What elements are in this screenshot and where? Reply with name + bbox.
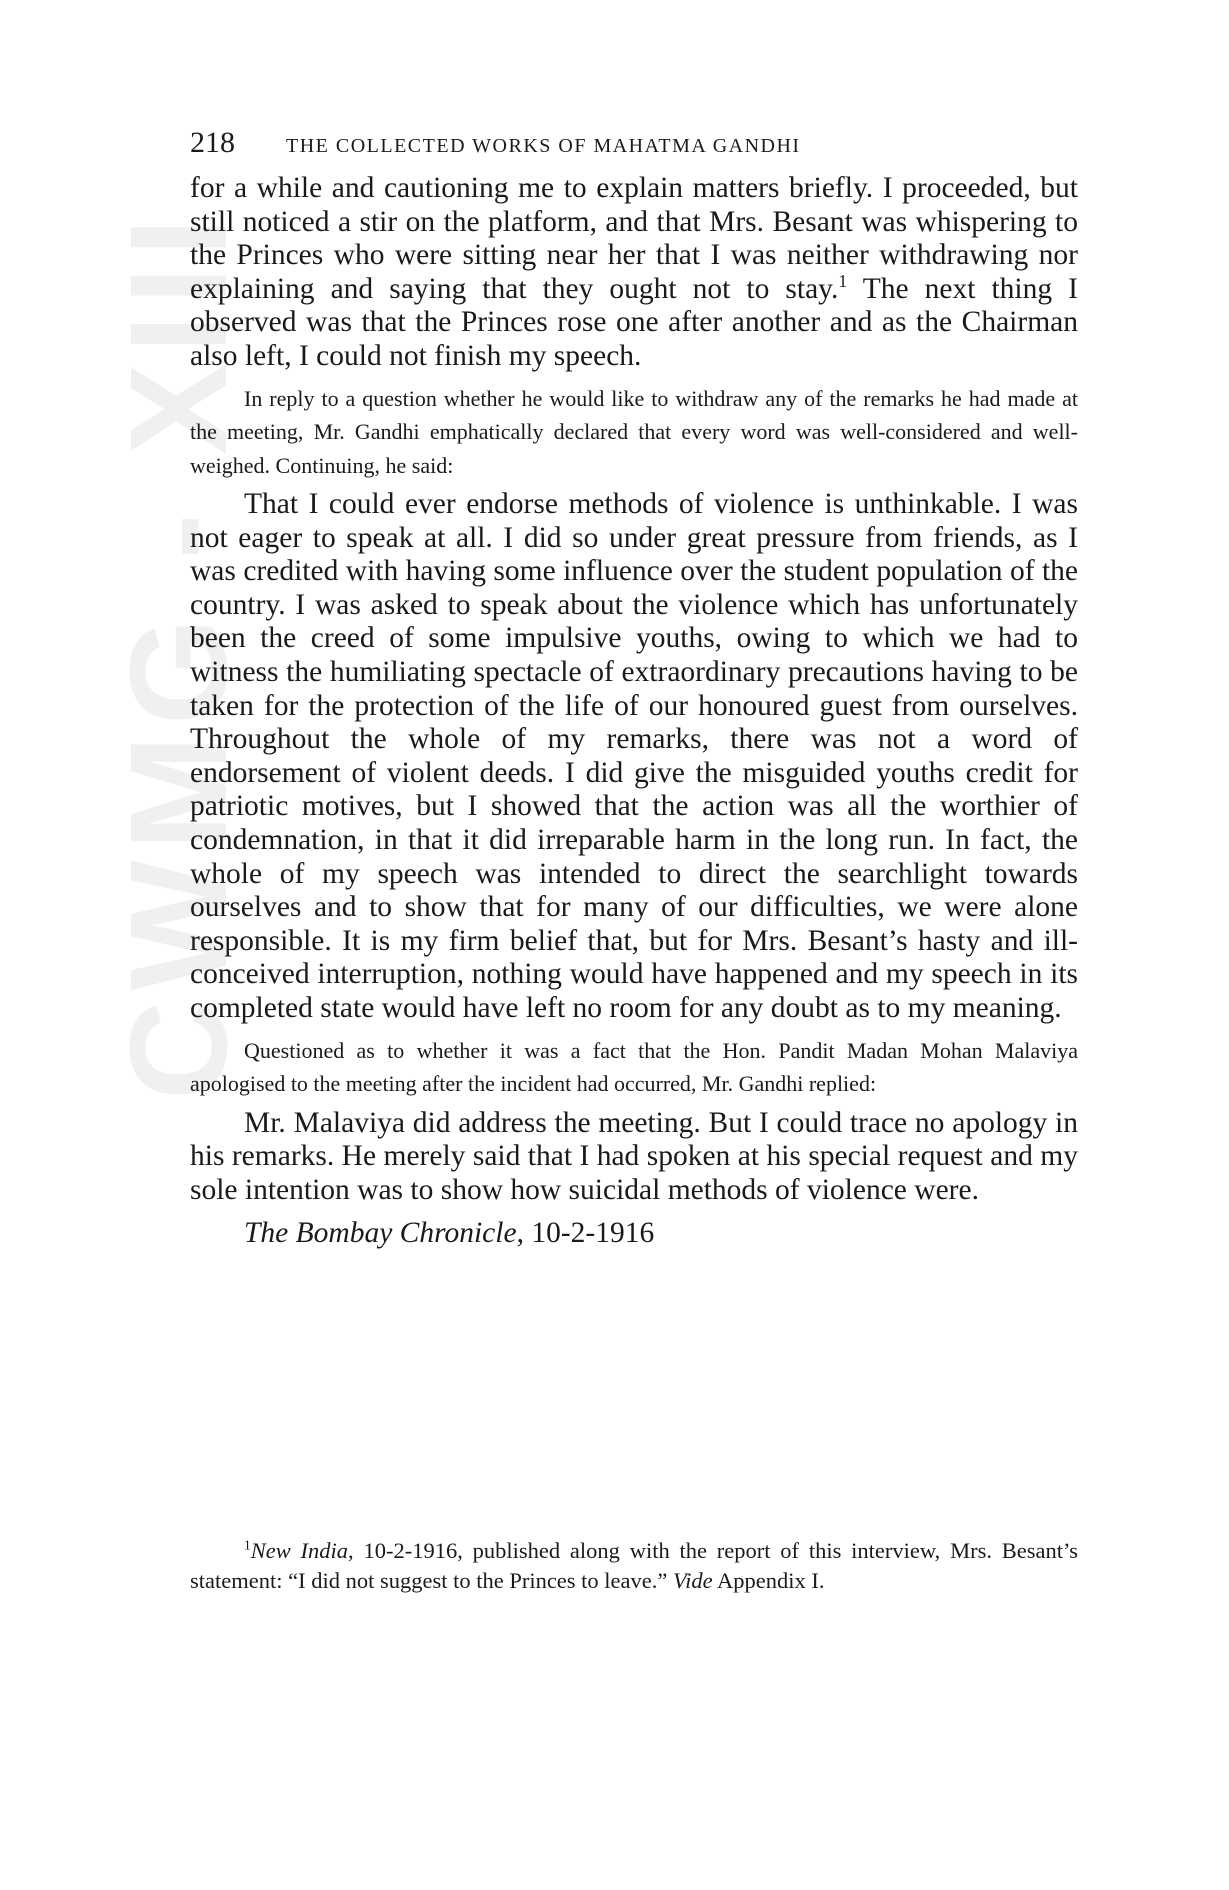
paragraph-text: The next thing I observed was that the Princes rose one after another and as the Chairman also left, I could not finish my speech. bbox=[190, 272, 1078, 372]
page-content bbox=[190, 126, 1078, 1251]
footnote-marker: 1 bbox=[244, 1537, 251, 1553]
footnote-publication: New India bbox=[250, 1538, 349, 1563]
page-number: 218 bbox=[190, 126, 235, 159]
reported-question-1: In reply to a question whether he would like to withdraw any of the remarks he had made at the meeting, Mr. Gandhi emphatically declared that every word was well-considered and well-weighed. Continuing, he said: bbox=[190, 385, 1078, 478]
source-publication: The Bombay Chronicle bbox=[244, 1217, 517, 1250]
footnote bbox=[190, 1536, 1078, 1595]
running-head bbox=[190, 126, 1078, 166]
source-citation bbox=[190, 1217, 1078, 1251]
paragraph-continuation bbox=[190, 172, 1078, 374]
footnote-text: , 10-2-1916, published along with the report of this interview, Mrs. Besant’s statement: “I did not suggest to the Princes to leave.” bbox=[190, 1538, 1078, 1593]
reported-question-2: Questioned as to whether it was a fact that the Hon. Pandit Madan Mohan Malaviya apologised to the meeting after the incident had occurred, Mr. Gandhi replied: bbox=[190, 1037, 1078, 1097]
gandhi-reply-2: Mr. Malaviya did address the meeting. But I could trace no apology in his remarks. He merely said that I had spoken at his special request and my sole intention was to show how suicidal methods of violence were. bbox=[190, 1106, 1078, 1206]
running-title: THE COLLECTED WORKS OF MAHATMA GANDHI bbox=[286, 135, 801, 157]
paragraph-text: for a while and cautioning me to explain matters briefly. I proceeded, but still noticed a stir on the platform, and that Mrs. Besant was whispering to the Princes who were sitting near her that I was neither withdrawing nor explaining and saying that they ought not to stay. bbox=[190, 172, 1078, 305]
gandhi-reply-1: That I could ever endorse methods of violence is unthinkable. I was not eager to speak at all. I did so under great pressure from friends, as I was credited with having some influence over the student population of the country. I was asked to speak about the violence which has unfortunately been the creed of some impulsive youths, owing to which we had to witness the humiliating spectacle of extraordinary precautions having to be taken for the protection of the life of our honoured guest from ourselves. Throughout the whole of my remarks, there was not a word of endorsement of violent deeds. I did give the misguided youths credit for patriotic motives, but I showed that the action was all the worthier of condemnation, in that it did irreparable harm in the long run. In fact, the whole of my speech was intended to direct the searchlight towards ourselves and to show that for many of our difficulties, we were alone responsible. It is my firm belief that, but for Mrs. Besant’s hasty and ill-conceived interruption, nothing would have happened and my speech in its completed state would have left no room for any doubt as to my meaning. bbox=[190, 488, 1078, 1024]
footnote-reference[interactable]: 1 bbox=[838, 270, 848, 291]
watermark: CWMG - XIII bbox=[102, 208, 256, 1100]
source-date: , 10-2-1916 bbox=[516, 1217, 655, 1250]
footnote-text: Appendix I. bbox=[712, 1567, 825, 1593]
footnote-vide: Vide bbox=[673, 1567, 713, 1593]
